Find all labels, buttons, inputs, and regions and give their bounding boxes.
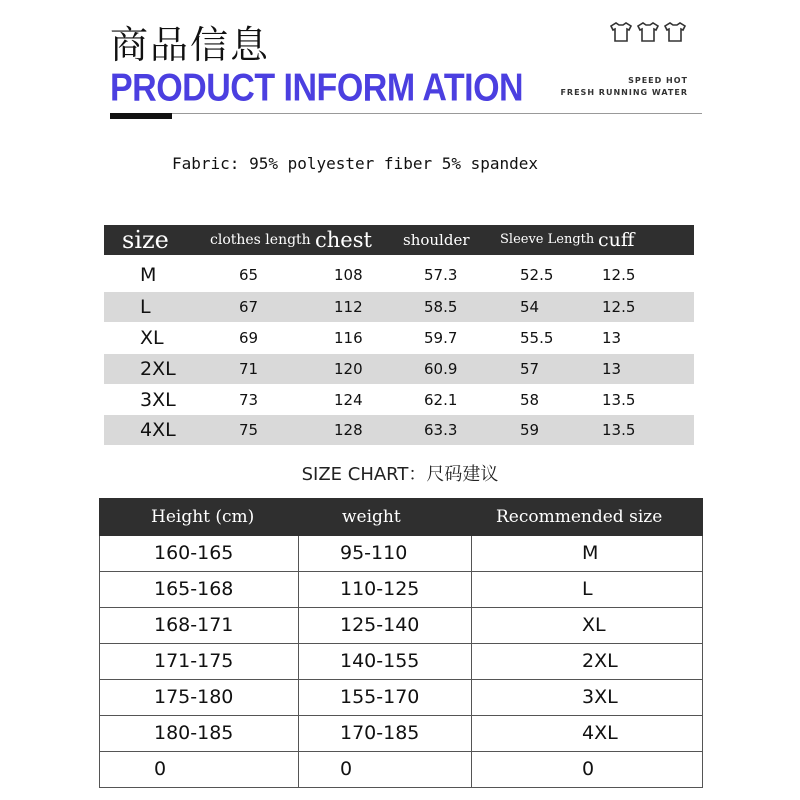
cell-sleeve: 57 bbox=[520, 360, 540, 378]
cell-chest: 128 bbox=[334, 421, 363, 439]
cell-shoulder: 63.3 bbox=[424, 421, 458, 439]
cell-weight: 125-140 bbox=[340, 614, 420, 636]
cell-size: 2XL bbox=[140, 358, 176, 380]
cell-height: 168-171 bbox=[154, 614, 234, 636]
recommend-row bbox=[99, 608, 703, 644]
cell-weight: 95-110 bbox=[340, 542, 408, 564]
chinese-title: 商品信息 bbox=[110, 23, 271, 67]
cell-height: 175-180 bbox=[154, 686, 234, 708]
recommend-row bbox=[99, 644, 703, 680]
fabric-composition: Fabric: 95% polyester fiber 5% spandex bbox=[172, 154, 539, 173]
header-cuff: cuff bbox=[598, 229, 635, 251]
size-row bbox=[104, 415, 694, 445]
cell-recommended: XL bbox=[582, 614, 606, 636]
size-row bbox=[104, 292, 694, 322]
header-chest: chest bbox=[315, 228, 372, 252]
cell-chest: 116 bbox=[334, 329, 363, 347]
header-height: Height (cm) bbox=[151, 507, 255, 527]
cell-recommended: 4XL bbox=[582, 722, 618, 744]
cell-height: 165-168 bbox=[154, 578, 234, 600]
cell-sleeve: 59 bbox=[520, 421, 540, 439]
header-divider-accent bbox=[110, 113, 172, 119]
cell-chest: 124 bbox=[334, 391, 363, 409]
cell-shoulder: 60.9 bbox=[424, 360, 458, 378]
cell-length: 69 bbox=[239, 329, 259, 347]
size-row bbox=[104, 323, 694, 353]
cell-sleeve: 58 bbox=[520, 391, 540, 409]
cell-shoulder: 59.7 bbox=[424, 329, 458, 347]
recommend-row bbox=[99, 680, 703, 716]
cell-weight: 0 bbox=[340, 758, 353, 780]
tagline-bottom: FRESH RUNNING WATER bbox=[560, 88, 688, 97]
header-clothes-length: clothes length bbox=[210, 232, 311, 248]
cell-recommended: 0 bbox=[582, 758, 595, 780]
size-row bbox=[104, 260, 694, 290]
cell-shoulder: 58.5 bbox=[424, 298, 458, 316]
tshirt-icon bbox=[638, 23, 658, 41]
cell-length: 73 bbox=[239, 391, 259, 409]
cell-weight: 110-125 bbox=[340, 578, 420, 600]
size-row bbox=[104, 354, 694, 384]
cell-cuff: 13 bbox=[602, 329, 622, 347]
cell-size: M bbox=[140, 264, 157, 286]
cell-length: 75 bbox=[239, 421, 259, 439]
cell-cuff: 12.5 bbox=[602, 298, 636, 316]
cell-sleeve: 54 bbox=[520, 298, 540, 316]
cell-height: 171-175 bbox=[154, 650, 234, 672]
cell-recommended: L bbox=[582, 578, 593, 600]
cell-chest: 108 bbox=[334, 266, 363, 284]
column-divider bbox=[471, 536, 472, 788]
cell-weight: 155-170 bbox=[340, 686, 420, 708]
cell-length: 67 bbox=[239, 298, 259, 316]
recommend-table-header bbox=[99, 498, 703, 536]
recommend-row bbox=[99, 752, 703, 788]
header-size: size bbox=[122, 226, 169, 254]
cell-size: L bbox=[140, 296, 151, 318]
cell-length: 65 bbox=[239, 266, 259, 284]
cell-cuff: 12.5 bbox=[602, 266, 636, 284]
cell-height: 0 bbox=[154, 758, 167, 780]
cell-sleeve: 52.5 bbox=[520, 266, 554, 284]
size-chart-caption: SIZE CHART：尺码建议 bbox=[301, 464, 499, 485]
cell-size: 3XL bbox=[140, 389, 176, 411]
size-row bbox=[104, 385, 694, 415]
size-table-header bbox=[104, 225, 694, 255]
tagline-top: SPEED HOT bbox=[628, 76, 688, 85]
recommend-row bbox=[99, 716, 703, 752]
cell-chest: 120 bbox=[334, 360, 363, 378]
cell-weight: 140-155 bbox=[340, 650, 420, 672]
header-shoulder: shoulder bbox=[403, 231, 470, 249]
cell-size: 4XL bbox=[140, 419, 176, 441]
cell-cuff: 13 bbox=[602, 360, 622, 378]
cell-shoulder: 57.3 bbox=[424, 266, 458, 284]
cell-recommended: 2XL bbox=[582, 650, 618, 672]
column-divider bbox=[298, 536, 299, 788]
cell-recommended: 3XL bbox=[582, 686, 618, 708]
cell-size: XL bbox=[140, 327, 164, 349]
cell-cuff: 13.5 bbox=[602, 391, 636, 409]
header-weight: weight bbox=[342, 507, 401, 527]
english-title: PRODUCT INFORM ATION bbox=[110, 66, 524, 110]
tshirt-icons bbox=[608, 20, 690, 44]
cell-length: 71 bbox=[239, 360, 259, 378]
header-divider bbox=[110, 113, 702, 114]
cell-recommended: M bbox=[582, 542, 599, 564]
cell-height: 180-185 bbox=[154, 722, 234, 744]
header-sleeve-length: Sleeve Length bbox=[500, 232, 595, 247]
tshirt-icon bbox=[665, 23, 685, 41]
recommend-row bbox=[99, 536, 703, 572]
cell-chest: 112 bbox=[334, 298, 363, 316]
cell-weight: 170-185 bbox=[340, 722, 420, 744]
recommend-row bbox=[99, 572, 703, 608]
cell-height: 160-165 bbox=[154, 542, 234, 564]
cell-sleeve: 55.5 bbox=[520, 329, 554, 347]
header-recommended-size: Recommended size bbox=[496, 507, 663, 527]
tshirt-icon bbox=[611, 23, 631, 41]
cell-cuff: 13.5 bbox=[602, 421, 636, 439]
cell-shoulder: 62.1 bbox=[424, 391, 458, 409]
